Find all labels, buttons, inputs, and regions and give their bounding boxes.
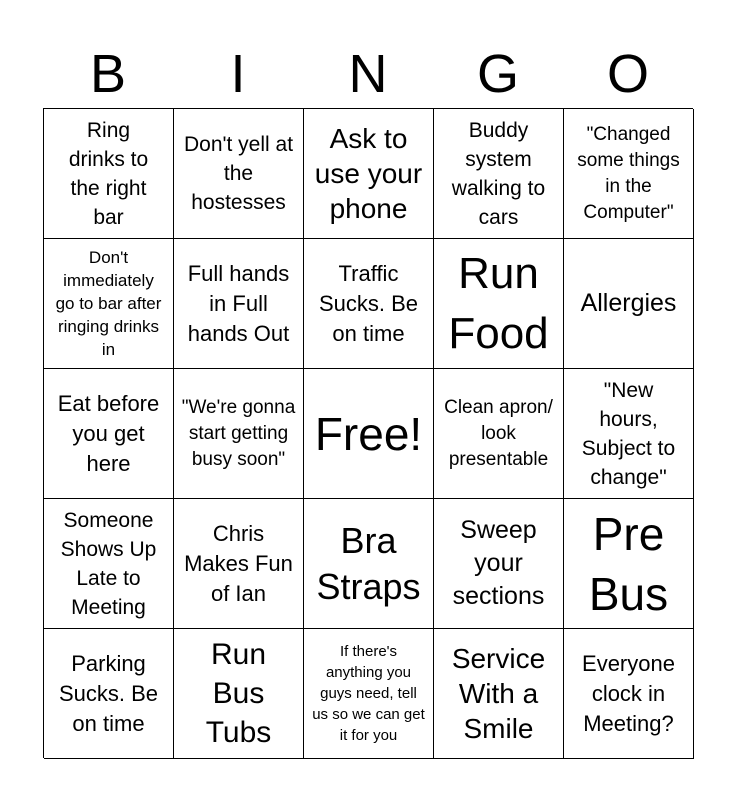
bingo-cell[interactable] [44,499,174,629]
bingo-cell[interactable] [564,239,694,369]
cell-text: Full hands in Full hands Out [187,260,290,346]
cell-text: Bra Straps [316,519,421,607]
bingo-cell[interactable] [434,369,564,499]
bingo-header [43,40,693,108]
bingo-cell[interactable] [174,629,304,759]
bingo-cell[interactable] [304,109,434,239]
cell-text: Run Food [448,248,549,358]
bingo-cell[interactable] [304,629,434,759]
cell-text: Clean apron/ look presentable [444,396,553,470]
bingo-cell[interactable] [304,499,434,629]
cell-text: Allergies [580,289,677,317]
cell-text: Don't immediately go to bar after ringing drinks in [55,248,162,359]
cell-text: "New hours, Subject to change" [581,378,676,489]
cell-text: Buddy system walking to cars [451,118,546,229]
cell-text: Chris Makes Fun of Ian [184,520,293,606]
bingo-cell[interactable] [174,499,304,629]
cell-text: Sweep your sections [452,516,545,610]
cell-text: Traffic Sucks. Be on time [318,260,419,346]
bingo-grid [43,108,693,758]
bingo-cell[interactable] [564,629,694,759]
header-letter-o: O [606,44,649,104]
cell-text: Run Bus Tubs [205,638,272,749]
bingo-cell[interactable] [174,369,304,499]
bingo-cell[interactable] [304,239,434,369]
cell-text: Someone Shows Up Late to Meeting [60,508,157,619]
cell-text: If there's anything you guys need, tell us so we can get it for you [312,643,425,744]
bingo-cell[interactable] [434,239,564,369]
bingo-cell[interactable] [44,369,174,499]
bingo-cell[interactable] [564,499,694,629]
cell-text: Free! [314,407,423,460]
header-letter-i: I [230,44,246,104]
cell-text: Everyone clock in Meeting? [582,650,675,736]
bingo-cell[interactable] [434,629,564,759]
header-letter-g: G [476,44,519,104]
cell-text: "Changed some things in the Computer" [577,123,680,223]
bingo-cell[interactable] [44,109,174,239]
bingo-cell[interactable] [434,499,564,629]
bingo-cell free-space[interactable] [304,369,434,499]
bingo-cell[interactable] [174,239,304,369]
cell-text: Parking Sucks. Be on time [58,650,159,736]
cell-text: Pre Bus [588,507,669,620]
header-letter-n: N [348,44,388,104]
bingo-cell[interactable] [174,109,304,239]
cell-text: "We're gonna start getting busy soon" [181,396,296,470]
bingo-cell[interactable] [44,629,174,759]
cell-text: Service With a Smile [451,643,546,744]
header-letter-b: B [89,44,127,104]
bingo-cell[interactable] [44,239,174,369]
cell-text: Ask to use your phone [314,123,423,224]
cell-text: Eat before you get here [57,390,160,476]
bingo-cell[interactable] [434,109,564,239]
bingo-cell[interactable] [564,109,694,239]
cell-text: Ring drinks to the right bar [68,118,149,229]
cell-text: Don't yell at the hostesses [183,133,294,214]
bingo-cell[interactable] [564,369,694,499]
